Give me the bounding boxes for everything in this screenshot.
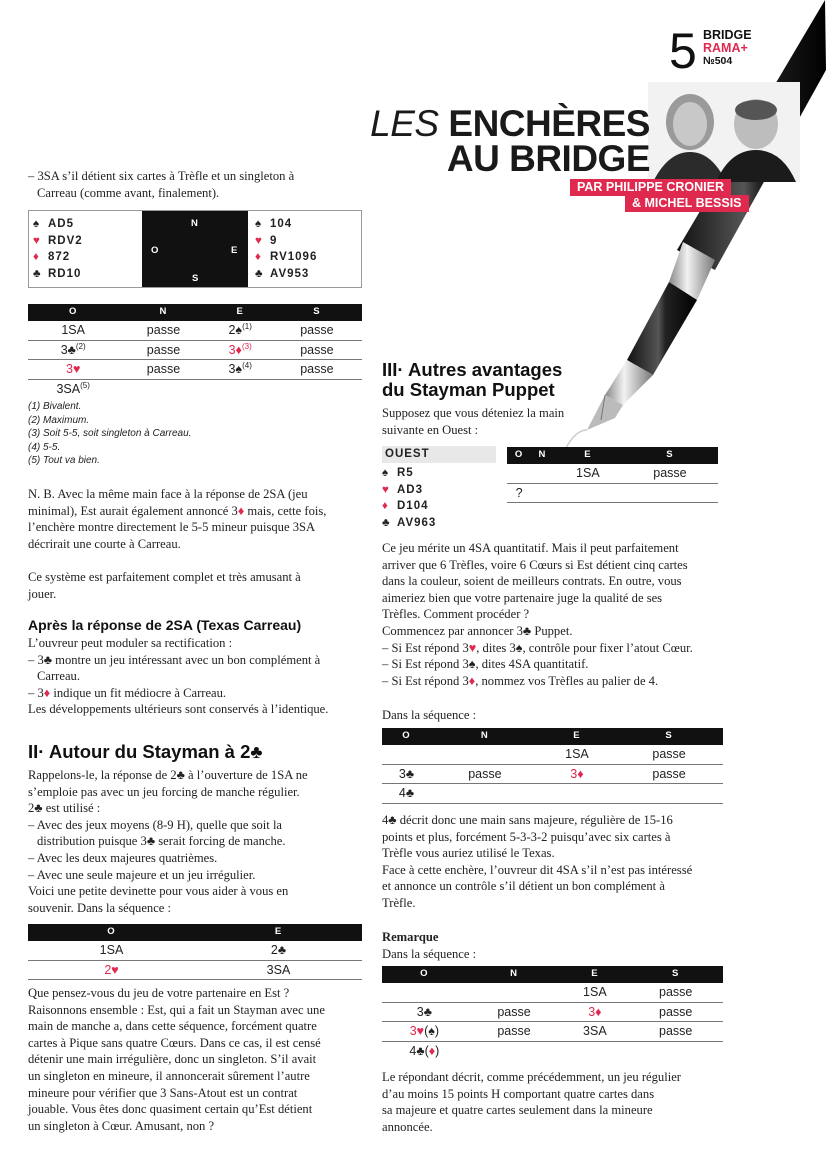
compass-box: N O E S: [142, 211, 248, 287]
deal-diagram: [28, 210, 362, 288]
auction-table-3: O N E S 1SA passe ?: [507, 447, 718, 503]
heading-apres-2sa: Après la réponse de 2SA (Texas Carreau): [28, 617, 302, 633]
auction-table-2: O E 1SA 2♣ 2♥ 3SA: [28, 924, 362, 980]
apres-paragraph: L’ouvreur peut moduler sa rectification : – 3♣ montre un jeu intéressant avec un bon complément à Carreau. – 3♦ indique un fit médiocre à Carreau. Les développements ultérieurs sont conservés à l’identique.: [28, 636, 329, 717]
author-line-2: & MICHEL BESSIS: [625, 195, 749, 212]
table-row: 4♣(♦): [409, 1043, 440, 1058]
ouest-hand: OUEST ♠ R5 ♥ AD3 ♦ D104 ♣ AV963: [382, 446, 496, 531]
section-2-heading: II· Autour du Stayman à 2♣: [28, 741, 263, 762]
auction-table-1: O N E S 1SA passe 2♠$^{(1)}$ passe 3♣$^{(2)}$ passe 3♦$^{(3)}$ passe 3♥ passe 3♠$^{(4)}$ passe 3SA$^{(5)}$: [28, 304, 362, 399]
section-3-heading: III· Autres avantages du Stayman Puppet: [382, 359, 563, 400]
description-paragraph: 4♣ décrit donc une main sans majeure, régulière de 15-16 points et plus, forcément 5-3-3-2 puisqu’avec six cartes à Trèfle vous auriez utilisé le Texas. Face à cette enchère, l’ouvreur dit 4SA s’il n’est pas intéressé et annonce un contrôle s’il détient un bon complément à Trèfle.: [382, 813, 693, 910]
complete-paragraph: Ce système est parfaitement complet et très amusant à jouer.: [28, 570, 301, 601]
table-row: 3♣$^{(2)}$ passe 3♦$^{(3)}$ passe: [28, 340, 362, 360]
page-number: 5: [669, 23, 697, 79]
table-row: 3♣ passe 3♦ passe: [382, 1002, 723, 1022]
table-row: 1SA passe: [382, 745, 723, 765]
final-paragraph: Le répondant décrit, comme précédemment, un jeu régulier d’au moins 15 points H comportant quatre cartes dans sa majeure et quatre cartes seulement dans la mineure annoncée.: [382, 1070, 681, 1134]
table-row: 1SA passe: [382, 983, 723, 1003]
reasoning-paragraph: Que pensez-vous du jeu de votre partenaire en Est ? Raisonnons ensemble : Est, qui a fait un Stayman avec une main de manche a, dans cette séquence, forcément quatre cartes à Pique sans quatre Cœurs. Dans ce cas, il est censé détenir une main irrégulière, donc un singleton. S’il avait un singleton en mineure, il annoncerait sûrement l’autre mineure pour vérifier que 3 Sans-Atout est un contrat jouable. Vous êtes donc quasiment certain qu’Est détient un singleton à Cœur. Amusant, non ?: [28, 986, 325, 1133]
auction-table-4: O N E S 1SA passe 3♣ passe 3♦ passe 4♣: [382, 728, 723, 804]
section-3-intro: Supposez que vous déteniez la main suivante en Ouest :: [382, 406, 565, 437]
table-row: 3♥(♠) passe 3SA passe: [382, 1022, 723, 1042]
nb-paragraph: N. B. Avec la même main face à la réponse de 2SA (jeu minimal), Est aurait également annoncé 3♦ mais, cette fois, l’enchère montre directement le 5-5 mineur puisque 3SA décrirait une courte à Carreau.: [28, 487, 327, 551]
brand-rama: RAMA+: [703, 41, 748, 55]
remarque-block: Remarque Dans la séquence :: [382, 930, 477, 961]
quantitatif-paragraph: Ce jeu mérite un 4SA quantitatif. Mais il peut parfaitement arriver que 6 Trèfles, voire 6 Cœurs si Est détient cinq cartes dans la couleur, soient de meilleurs contrats. En outre, vous aimeriez bien que votre partenaire juge la qualité de ses Trèfles. Comment procéder ? Commencez par annoncer 3♣ Puppet. – Si Est répond 3♥, dites 3♠, contrôle pour fixer l’atout Cœur. – Si Est répond 3♠, dites 4SA quantitatif. – Si Est répond 3♦, nommez vos Trèfles au palier de 4.: [382, 541, 693, 688]
table-row: 4♣: [382, 784, 723, 804]
section-2-text: Rappelons-le, la réponse de 2♣ à l’ouverture de 1SA ne s’emploie pas avec un jeu forcing de manche régulier. 2♣ est utilisé : – Avec des jeux moyens (8-9 H), quelle que soit la distribution puisque 3♣ serait forcing de manche. – Avec les deux majeures quatrièmes. – Avec une seule majeure et un jeu irrégulier. Voici une petite devinette pour vous aider à vous en souvenir. Dans la séquence :: [28, 768, 308, 915]
table-row: 3♣ passe 3♦ passe: [382, 764, 723, 784]
table-row: ?: [507, 483, 718, 503]
issue-number: №504: [703, 55, 733, 67]
table-row: 1SA passe: [507, 464, 718, 484]
sequence-label-1: Dans la séquence :: [382, 708, 477, 722]
table-row: 3SA$^{(5)}$: [56, 380, 90, 396]
auction-footnotes: (1) Bivalent. (2) Maximum. (3) Soit 5-5, soit singleton à Carreau. (4) 5-5. (5) Tout va bien.: [28, 401, 192, 466]
brand-bridge: BRIDGE: [703, 28, 752, 42]
author-line-1: PAR PHILIPPE CRONIER: [570, 179, 731, 196]
table-row: 3♥ passe 3♠$^{(4)}$ passe: [28, 360, 362, 380]
table-row: 1SA passe 2♠$^{(1)}$ passe: [28, 321, 362, 341]
intro-text: – 3SA s’il détient six cartes à Trèfle et un singleton à Carreau (comme avant, finalement).: [28, 169, 295, 200]
table-row: 2♥ 3SA: [28, 960, 362, 980]
article-title: LES ENCHÈRES AU BRIDGE: [370, 103, 650, 179]
authors-photo: [648, 82, 800, 182]
auction-table-5: O N E S 1SA passe 3♣ passe 3♦ passe 3♥(♠) passe 3SA passe 4♣(♦): [382, 966, 723, 1061]
west-hand: ♠ AD5 ♥ RDV2 ♦ 872 ♣ RD10: [33, 218, 83, 280]
table-row: 1SA 2♣: [28, 941, 362, 961]
east-hand: ♠ 104 ♥ 9 ♦ RV1096 ♣ AV953: [255, 218, 318, 280]
